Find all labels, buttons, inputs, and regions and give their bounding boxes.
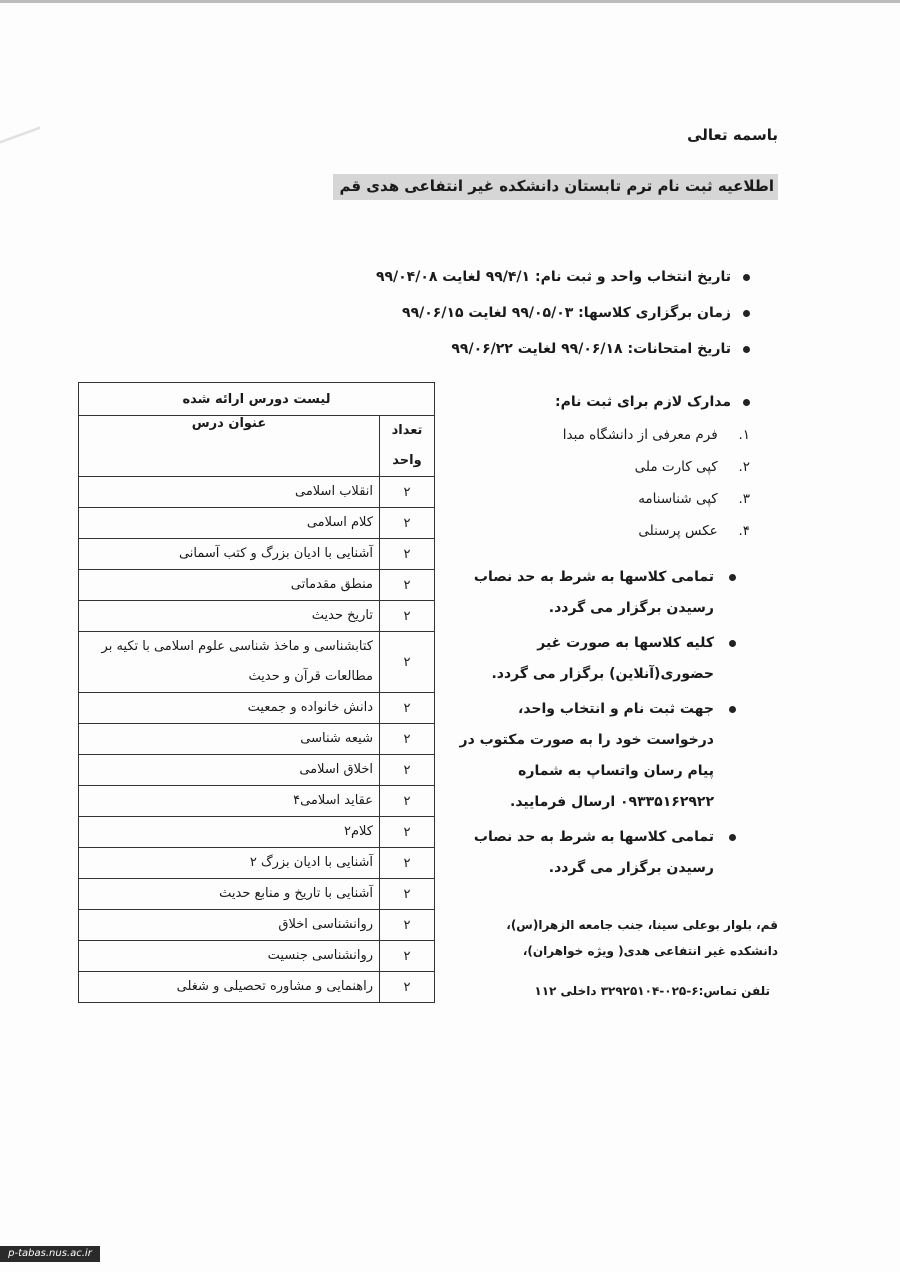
document-number: ۴. bbox=[738, 523, 750, 539]
document-item bbox=[450, 454, 750, 486]
table-row bbox=[79, 910, 435, 941]
course-units: ۲ bbox=[380, 786, 435, 817]
course-title: اخلاق اسلامی bbox=[79, 755, 380, 786]
course-units: ۲ bbox=[380, 508, 435, 539]
date-item bbox=[270, 334, 750, 370]
table-row bbox=[79, 632, 435, 693]
table-row bbox=[79, 601, 435, 632]
table-row bbox=[79, 972, 435, 1003]
documents-title bbox=[450, 388, 750, 416]
document-number: ۲. bbox=[738, 459, 750, 475]
course-units: ۲ bbox=[380, 972, 435, 1003]
documents-list bbox=[450, 422, 750, 550]
course-title: عقاید اسلامی۴ bbox=[79, 786, 380, 817]
bullet-icon bbox=[729, 834, 736, 841]
units-column-header: تعداد واحد bbox=[380, 416, 435, 477]
course-units: ۲ bbox=[380, 755, 435, 786]
course-title: دانش خانواده و جمعیت bbox=[79, 693, 380, 724]
course-units: ۲ bbox=[380, 539, 435, 570]
date-item bbox=[270, 298, 750, 334]
dates-list bbox=[270, 262, 750, 370]
table-row bbox=[79, 693, 435, 724]
note-text: تمامی کلاسها به شرط به حد نصاب رسیدن برگزار می گردد. bbox=[473, 829, 714, 876]
course-title: روانشناسی اخلاق bbox=[79, 910, 380, 941]
course-title: کلام۲ bbox=[79, 817, 380, 848]
notes-list bbox=[450, 562, 740, 888]
table-row bbox=[79, 848, 435, 879]
basmala: باسمه تعالی bbox=[687, 126, 778, 144]
date-item bbox=[270, 262, 750, 298]
phone-number: تلفن تماس:۶-۰۲۵-۳۲۹۲۵۱۰۴ داخلی ۱۱۲ bbox=[534, 984, 770, 998]
table-row bbox=[79, 539, 435, 570]
table-row bbox=[79, 817, 435, 848]
course-title: آشنایی با ادیان بزرگ و کتب آسمانی bbox=[79, 539, 380, 570]
table-row bbox=[79, 724, 435, 755]
table-row bbox=[79, 508, 435, 539]
date-text: زمان برگزاری کلاسها: ۹۹/۰۵/۰۳ لغایت ۹۹/۰۶/۱۵ bbox=[402, 305, 731, 321]
course-units: ۲ bbox=[380, 570, 435, 601]
course-title: راهنمایی و مشاوره تحصیلی و شغلی bbox=[79, 972, 380, 1003]
note-text: تمامی کلاسها به شرط به حد نصاب رسیدن برگزار می گردد. bbox=[473, 569, 714, 616]
note-text: جهت ثبت نام و انتخاب واحد، درخواست خود را به صورت مکتوب در پیام رسان واتساپ به شماره ۰۹۳۳۵۱۶۲۹۲۲ ارسال فرمایید. bbox=[459, 701, 714, 810]
date-text: تاریخ امتحانات: ۹۹/۰۶/۱۸ لغایت ۹۹/۰۶/۲۲ bbox=[451, 341, 731, 357]
address: قم، بلوار بوعلی سینا، جنب جامعه الزهرا(س)، دانشکده غیر انتفاعی هدی( ویژه خواهران)، bbox=[506, 918, 778, 958]
page-title: اطلاعیه ثبت نام ترم تابستان دانشکده غیر انتفاعی هدی قم bbox=[333, 174, 778, 200]
course-units: ۲ bbox=[380, 910, 435, 941]
course-units: ۲ bbox=[380, 848, 435, 879]
document-text: عکس پرسنلی bbox=[638, 523, 718, 539]
courses-table bbox=[78, 382, 435, 1003]
course-title: کلام اسلامی bbox=[79, 508, 380, 539]
course-rows bbox=[79, 477, 435, 1003]
title-column-header: عنوان درس bbox=[79, 416, 380, 477]
course-title: روانشناسی جنسیت bbox=[79, 941, 380, 972]
course-title: کتابشناسی و ماخذ شناسی علوم اسلامی با تکیه بر مطالعات قرآن و حدیث bbox=[79, 632, 380, 693]
course-units: ۲ bbox=[380, 693, 435, 724]
watermark: p-tabas.nus.ac.ir bbox=[0, 1246, 100, 1262]
table-header-row bbox=[79, 416, 435, 477]
table-row bbox=[79, 477, 435, 508]
bullet-icon bbox=[729, 706, 736, 713]
document-item bbox=[450, 422, 750, 454]
course-units: ۲ bbox=[380, 477, 435, 508]
note-item bbox=[450, 694, 740, 818]
document-text: کپی کارت ملی bbox=[634, 459, 718, 475]
bullet-icon bbox=[743, 310, 750, 317]
documents-title-text: مدارک لازم برای ثبت نام: bbox=[555, 394, 731, 410]
course-title: آشنایی با تاریخ و منابع حدیث bbox=[79, 879, 380, 910]
course-title: آشنایی با ادیان بزرگ ۲ bbox=[79, 848, 380, 879]
table-row bbox=[79, 755, 435, 786]
table-row bbox=[79, 941, 435, 972]
table-row bbox=[79, 879, 435, 910]
note-item bbox=[450, 822, 740, 884]
table-caption-row bbox=[79, 383, 435, 416]
course-units: ۲ bbox=[380, 941, 435, 972]
note-item bbox=[450, 562, 740, 624]
document-text: فرم معرفی از دانشگاه مبدا bbox=[562, 427, 718, 443]
table-caption: لیست دورس ارائه شده bbox=[79, 383, 435, 416]
course-title: تاریخ حدیث bbox=[79, 601, 380, 632]
course-title: شیعه شناسی bbox=[79, 724, 380, 755]
bullet-icon bbox=[743, 399, 750, 406]
document-number: ۳. bbox=[738, 491, 750, 507]
document-item bbox=[450, 486, 750, 518]
course-units: ۲ bbox=[380, 817, 435, 848]
course-units: ۲ bbox=[380, 601, 435, 632]
bullet-icon bbox=[743, 346, 750, 353]
course-units: ۲ bbox=[380, 632, 435, 693]
document-item bbox=[450, 518, 750, 550]
bullet-icon bbox=[729, 640, 736, 647]
page-top-edge bbox=[0, 0, 900, 3]
course-title: منطق مقدماتی bbox=[79, 570, 380, 601]
course-units: ۲ bbox=[380, 724, 435, 755]
table-row bbox=[79, 786, 435, 817]
course-units: ۲ bbox=[380, 879, 435, 910]
course-title: انقلاب اسلامی bbox=[79, 477, 380, 508]
date-text: تاریخ انتخاب واحد و ثبت نام: ۹۹/۴/۱ لغایت ۹۹/۰۴/۰۸ bbox=[375, 269, 731, 285]
note-item bbox=[450, 628, 740, 690]
note-text: کلیه کلاسها به صورت غیر حضوری(آنلاین) برگزار می گردد. bbox=[491, 635, 714, 682]
bullet-icon bbox=[743, 274, 750, 281]
document-text: کپی شناسنامه bbox=[638, 491, 718, 507]
bullet-icon bbox=[729, 574, 736, 581]
document-number: ۱. bbox=[738, 427, 750, 443]
page-fold-mark bbox=[0, 90, 40, 180]
table-row bbox=[79, 570, 435, 601]
